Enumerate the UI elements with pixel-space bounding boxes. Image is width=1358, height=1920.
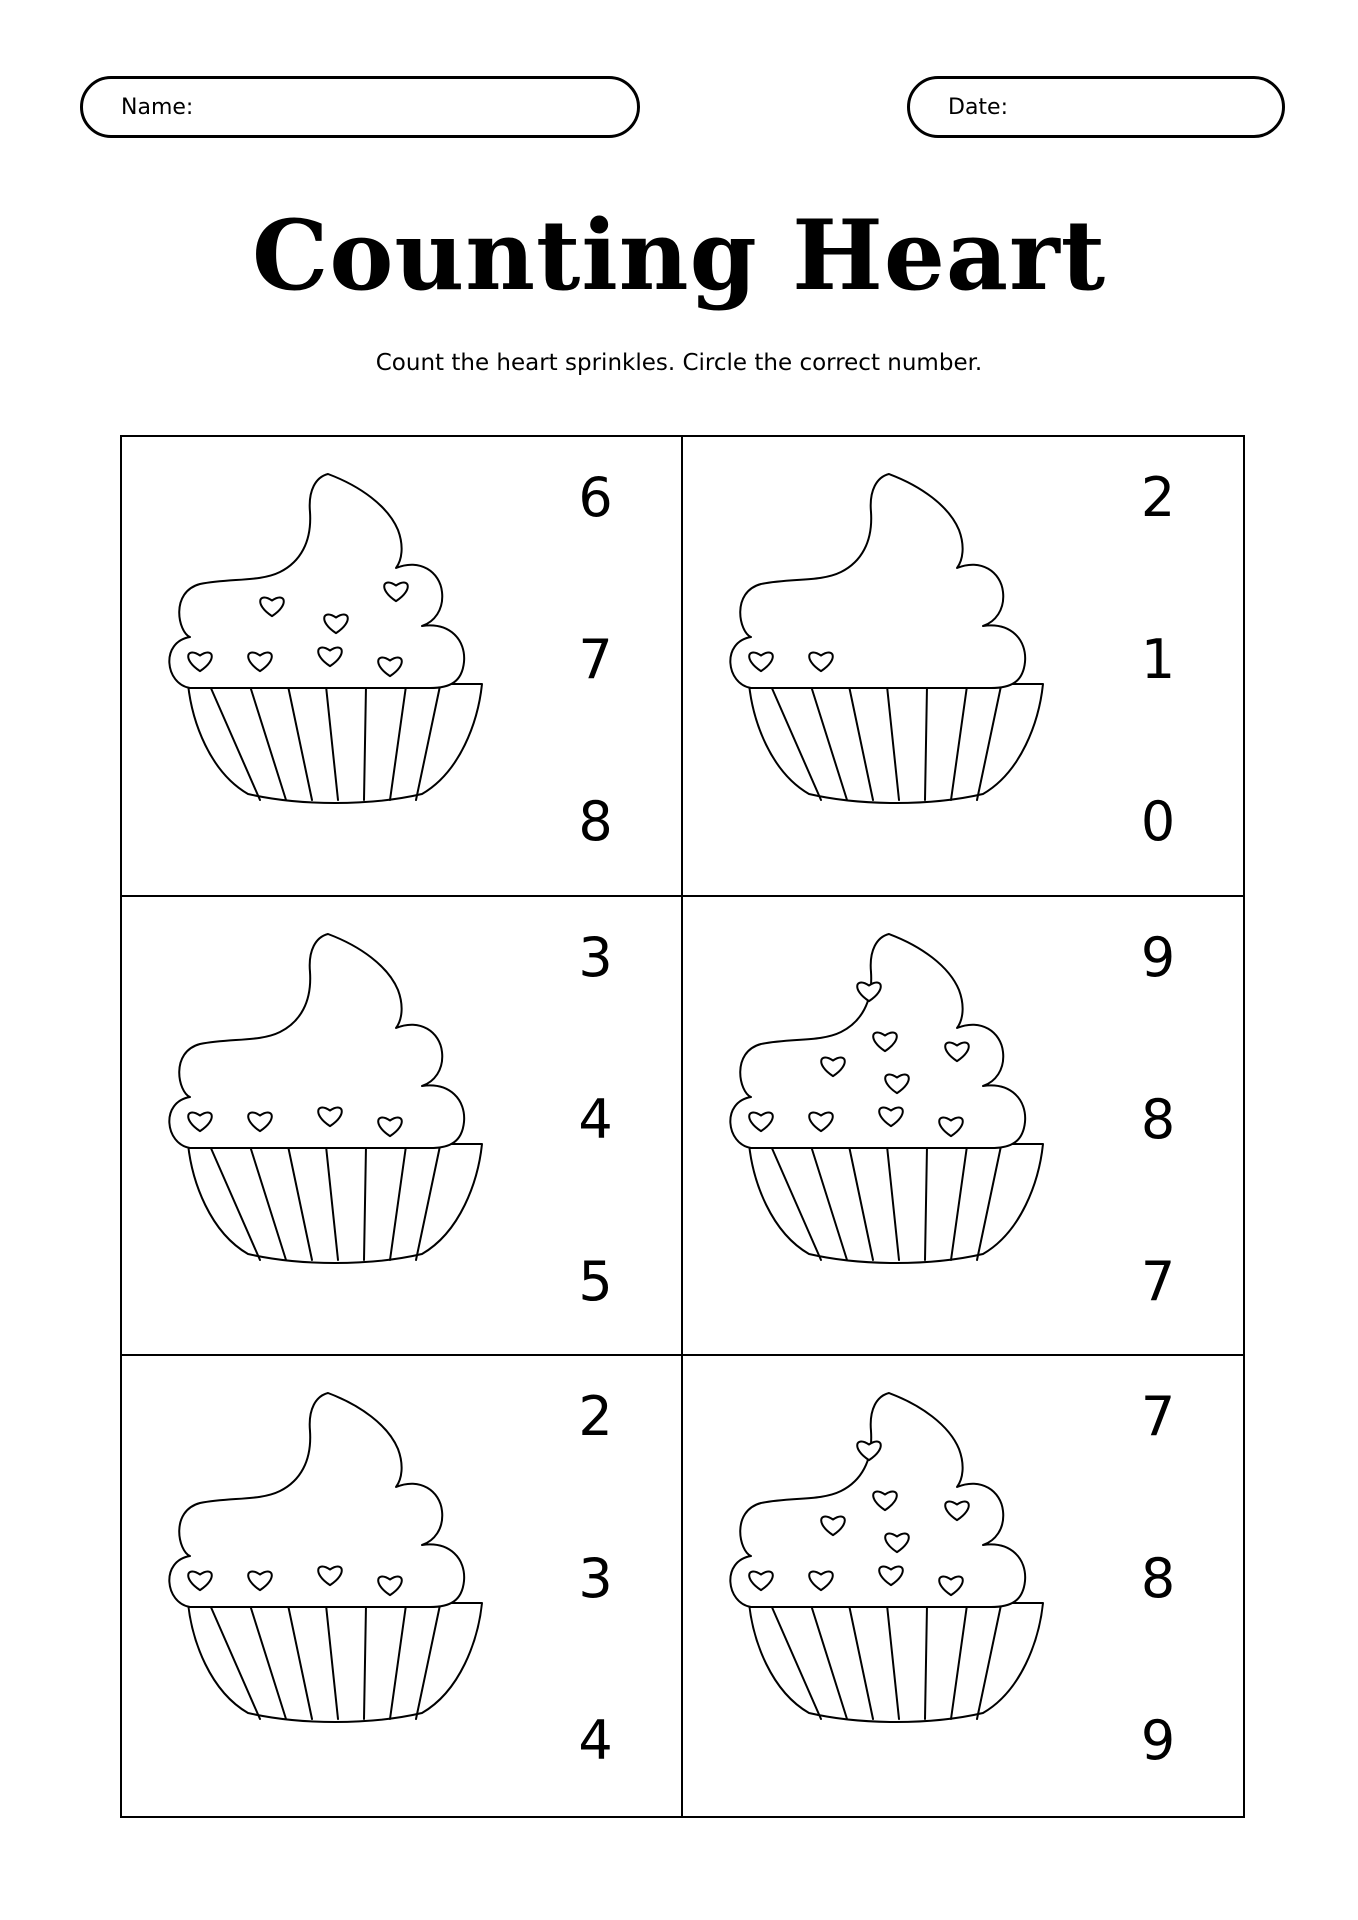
problem-cell [122,437,683,897]
answer-options [556,897,636,1355]
answer-option[interactable]: 0 [1140,790,1176,853]
answer-options [556,1356,636,1816]
name-label: Name: [121,94,194,120]
answer-option[interactable]: 5 [578,1249,613,1313]
problem-grid [120,435,1245,1818]
answer-option[interactable]: 6 [578,466,613,529]
answer-options [1118,897,1198,1355]
answer-option[interactable]: 3 [578,925,613,989]
cupcake-image [160,932,520,1332]
answer-option[interactable]: 7 [1140,1385,1176,1449]
answer-option[interactable]: 2 [578,1385,613,1449]
date-label: Date: [948,94,1008,120]
answer-option[interactable]: 9 [1140,1709,1176,1773]
answer-option[interactable]: 7 [578,628,613,691]
answer-options [556,437,636,895]
cupcake-image [721,472,1081,872]
answer-option[interactable]: 1 [1140,628,1176,691]
cupcake-image [721,1391,1081,1791]
answer-options [1118,1356,1198,1816]
answer-option[interactable]: 8 [1140,1087,1176,1151]
answer-option[interactable]: 4 [578,1087,613,1151]
answer-option[interactable]: 8 [1140,1547,1176,1611]
instructions: Count the heart sprinkles. Circle the correct number. [375,350,983,376]
cupcake-image [160,472,520,872]
worksheet-title: Counting Heart [251,199,1107,312]
date-field[interactable] [907,76,1285,138]
cupcake-image [721,932,1081,1332]
problem-cell [683,437,1244,897]
problem-cell [122,1356,683,1816]
answer-option[interactable]: 3 [578,1547,613,1611]
problem-cell [683,897,1244,1357]
problem-cell [122,897,683,1357]
answer-option[interactable]: 9 [1140,925,1176,989]
answer-option[interactable]: 8 [578,790,613,853]
answer-options [1118,437,1198,895]
answer-option[interactable]: 7 [1140,1249,1176,1313]
name-field[interactable] [80,76,640,138]
answer-option[interactable]: 4 [578,1709,613,1773]
problem-cell [683,1356,1244,1816]
cupcake-image [160,1391,520,1791]
answer-option[interactable]: 2 [1140,466,1176,529]
